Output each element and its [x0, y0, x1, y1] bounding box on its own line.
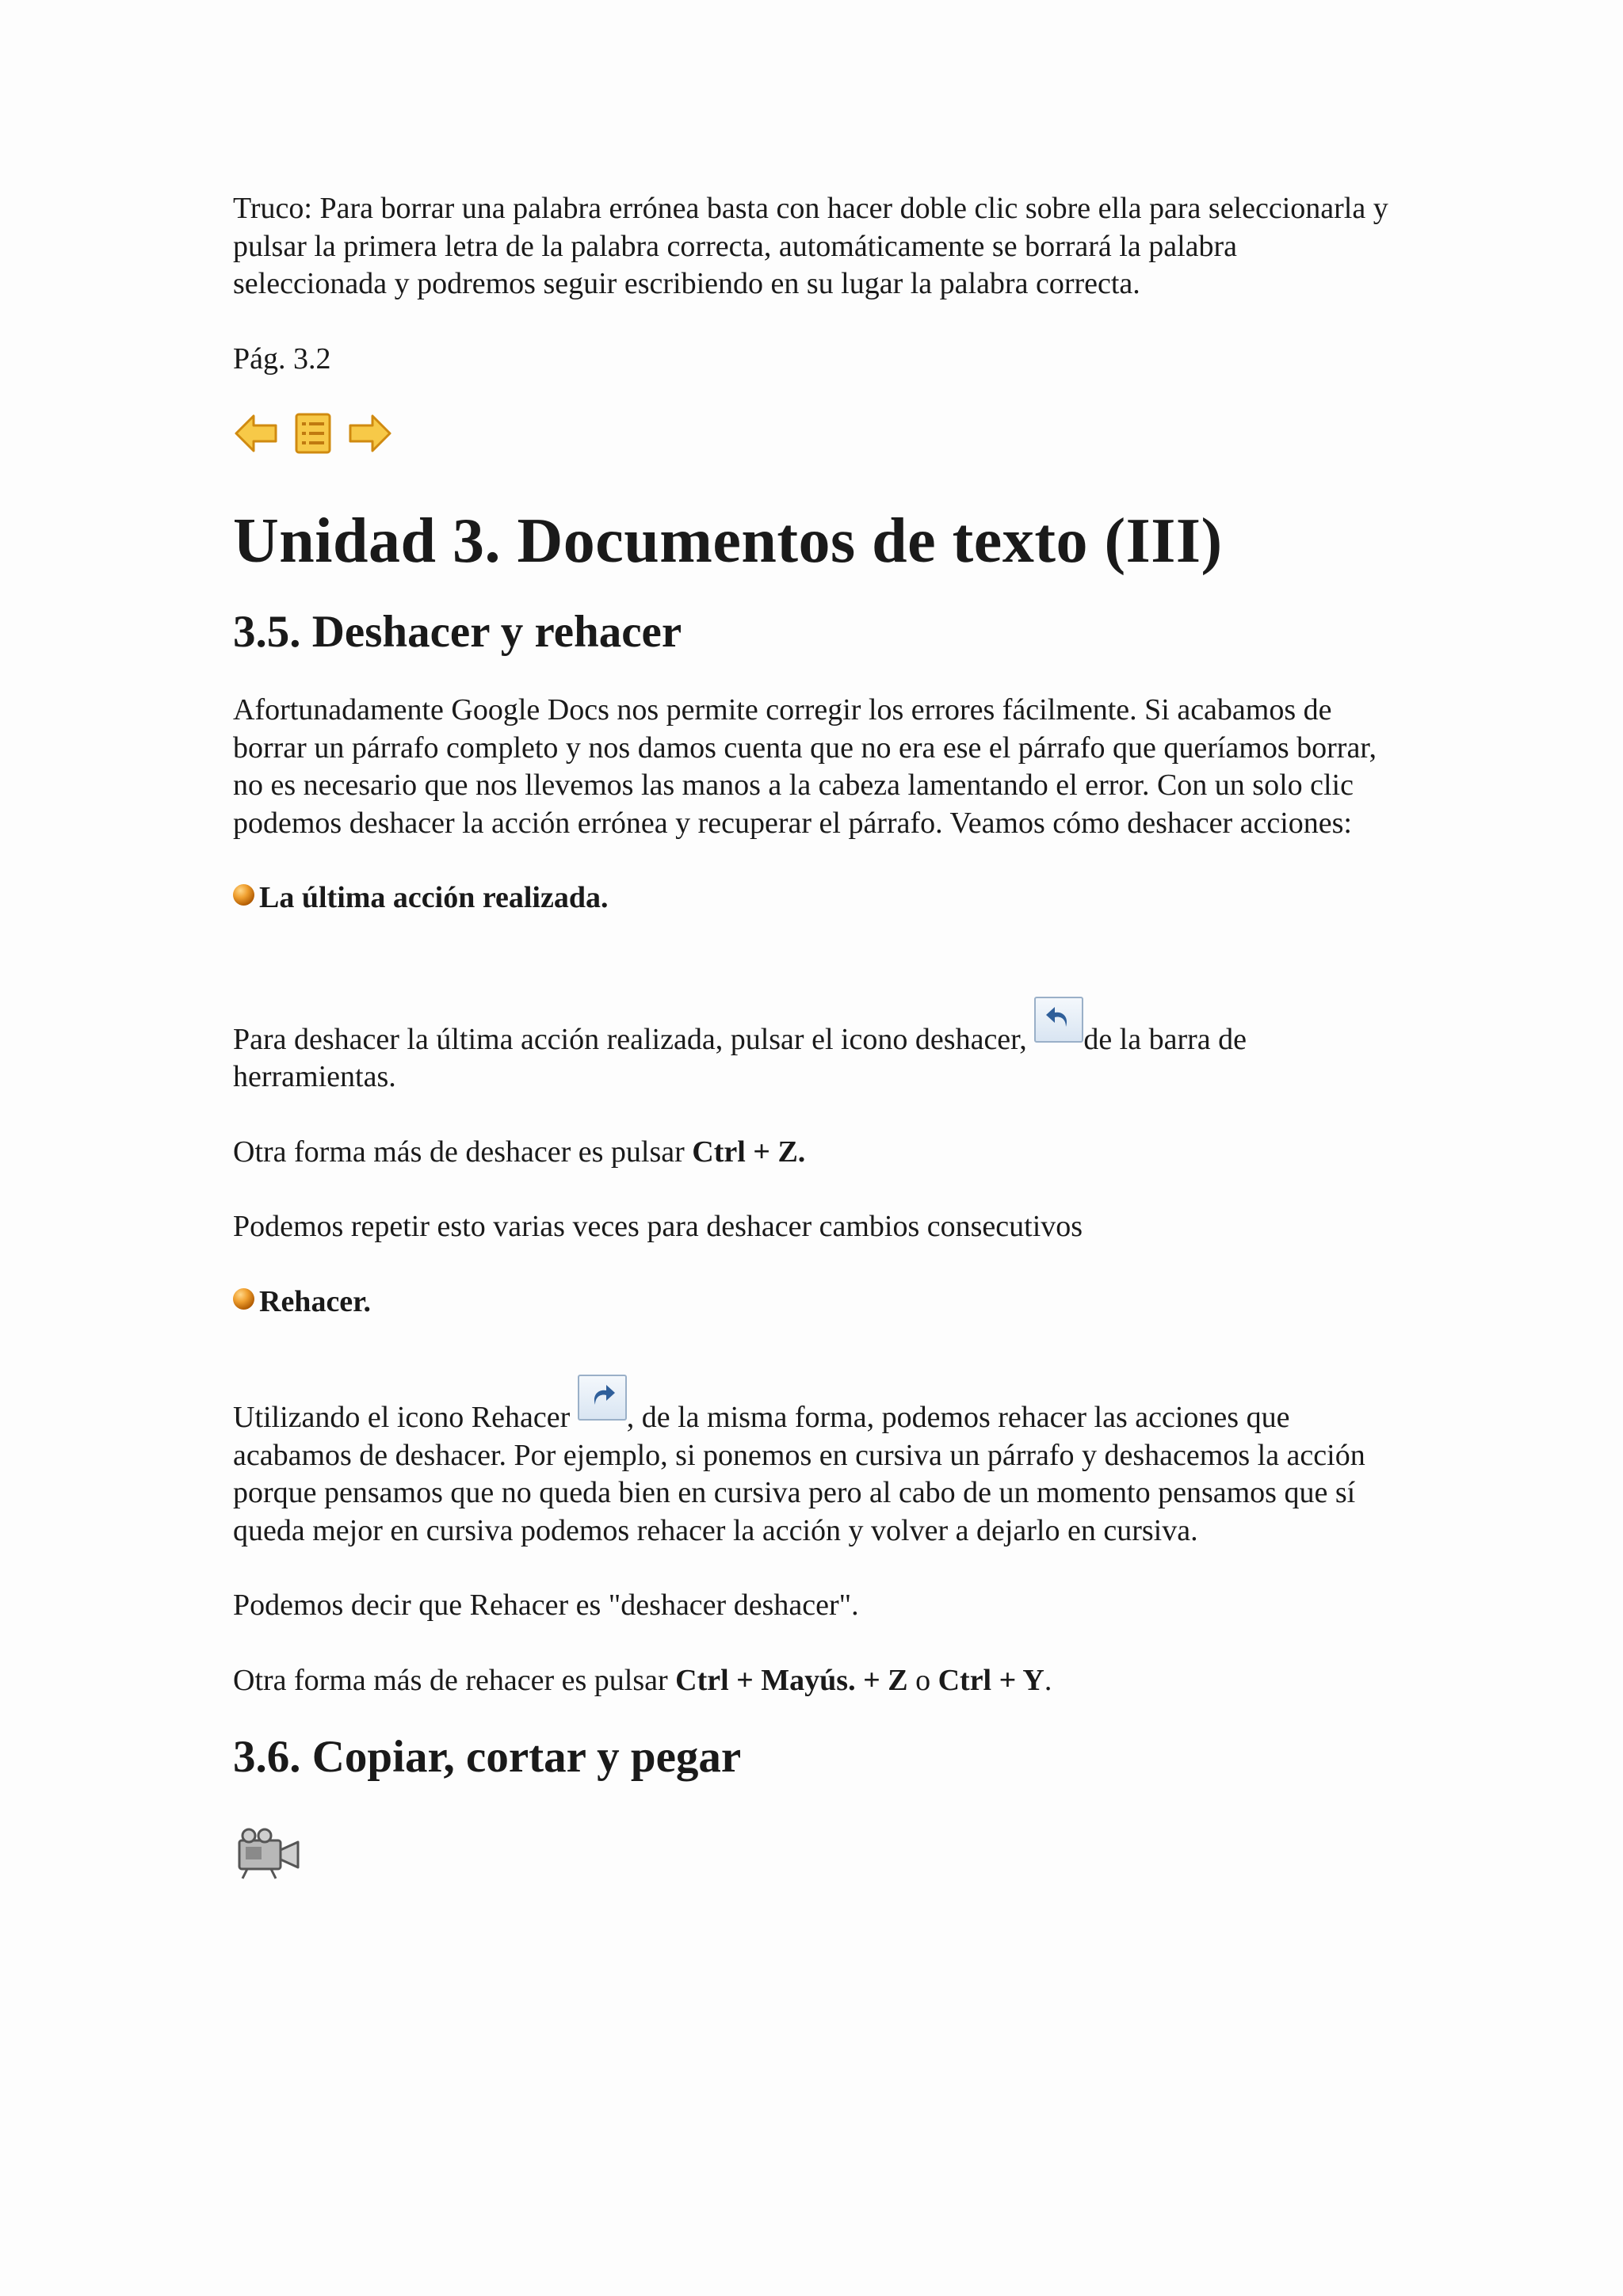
undo-shortcut-prefix: Otra forma más de deshacer es pulsar: [233, 1135, 693, 1169]
section-heading-undo: 3.5. Deshacer y rehacer: [233, 607, 682, 657]
bullet-last-action: [233, 879, 1398, 917]
video-camera-icon[interactable]: [233, 1826, 1398, 1886]
bullet-last-action-label: La última acción realizada.: [259, 881, 609, 914]
undo-text-before: Para deshacer la última acción realizada, pulsar el icono deshacer,: [233, 1022, 1035, 1056]
bullet-redo: [233, 1283, 1398, 1322]
bullet-ball-icon: [233, 1288, 254, 1310]
undo-shortcut-paragraph: [233, 1134, 1398, 1172]
undo-text-after: de la barra de herramientas.: [233, 1022, 1247, 1093]
arrow-right-icon[interactable]: [347, 411, 393, 460]
redo-shortcut-prefix: Otra forma más de rehacer es pulsar: [233, 1663, 676, 1697]
bullet-ball-icon: [233, 884, 254, 906]
bullet-redo-label: Rehacer.: [259, 1284, 372, 1318]
tip-paragraph: Truco: Para borrar una palabra errónea basta con hacer doble clic sobre ella para seleccionarla y pulsar la primera letra de la palabra correcta, automáticamente se borrará la palabra seleccionada y podremos seguir escribiendo en su lugar la palabra correcta.: [233, 192, 1388, 300]
redo-shortcut-paragraph: [233, 1662, 1398, 1700]
section-heading-copy: 3.6. Copiar, cortar y pegar: [233, 1732, 742, 1782]
redo-shortcut-or: o: [907, 1663, 938, 1697]
document-page: [233, 190, 1398, 1886]
undo-shortcut-keys: Ctrl + Z.: [692, 1135, 806, 1169]
redo-text-before: Utilizando el icono Rehacer: [233, 1401, 578, 1434]
arrow-left-icon[interactable]: [233, 411, 279, 460]
redo-text-after: , de la misma forma, podemos rehacer las acciones que acabamos de deshacer. Por ejemplo, si ponemos en cursiva un párrafo y deshacemos la acción porque pensamos que no queda bien en cursiva pero al cabo de un momento pensamos que sí queda mejor en cursiva podemos rehacer la acción y volver a dejarlo en cursiva.: [233, 1401, 1365, 1547]
page-reference: Pág. 3.2: [233, 341, 331, 376]
undo-intro-paragraph: Afortunadamente Google Docs nos permite corregir los errores fácilmente. Si acabamos de borrar un párrafo completo y nos damos cuenta que no era ese el párrafo que queríamos borrar, no es necesario que nos llevemos las manos a la cabeza lamentando el error. Con un solo clic podemos deshacer la acción errónea y recuperar el párrafo. Veamos cómo deshacer acciones:: [233, 693, 1377, 840]
redo-definition-paragraph: Podemos decir que Rehacer es "deshacer deshacer".: [233, 1589, 859, 1622]
list-index-icon[interactable]: [293, 412, 333, 459]
unit-title: Unidad 3. Documentos de texto (III): [233, 506, 1223, 576]
redo-icon[interactable]: [578, 1375, 627, 1421]
navigation-bar: [233, 411, 1398, 459]
redo-shortcut-end: .: [1044, 1663, 1052, 1697]
redo-shortcut-keys-2: Ctrl + Y: [938, 1663, 1044, 1697]
undo-instruction-paragraph: [233, 997, 1398, 1097]
undo-icon[interactable]: [1034, 997, 1083, 1043]
redo-shortcut-keys-1: Ctrl + Mayús. + Z: [675, 1663, 908, 1697]
repeat-paragraph: Podemos repetir esto varias veces para deshacer cambios consecutivos: [233, 1210, 1083, 1243]
redo-instruction-paragraph: [233, 1375, 1398, 1550]
